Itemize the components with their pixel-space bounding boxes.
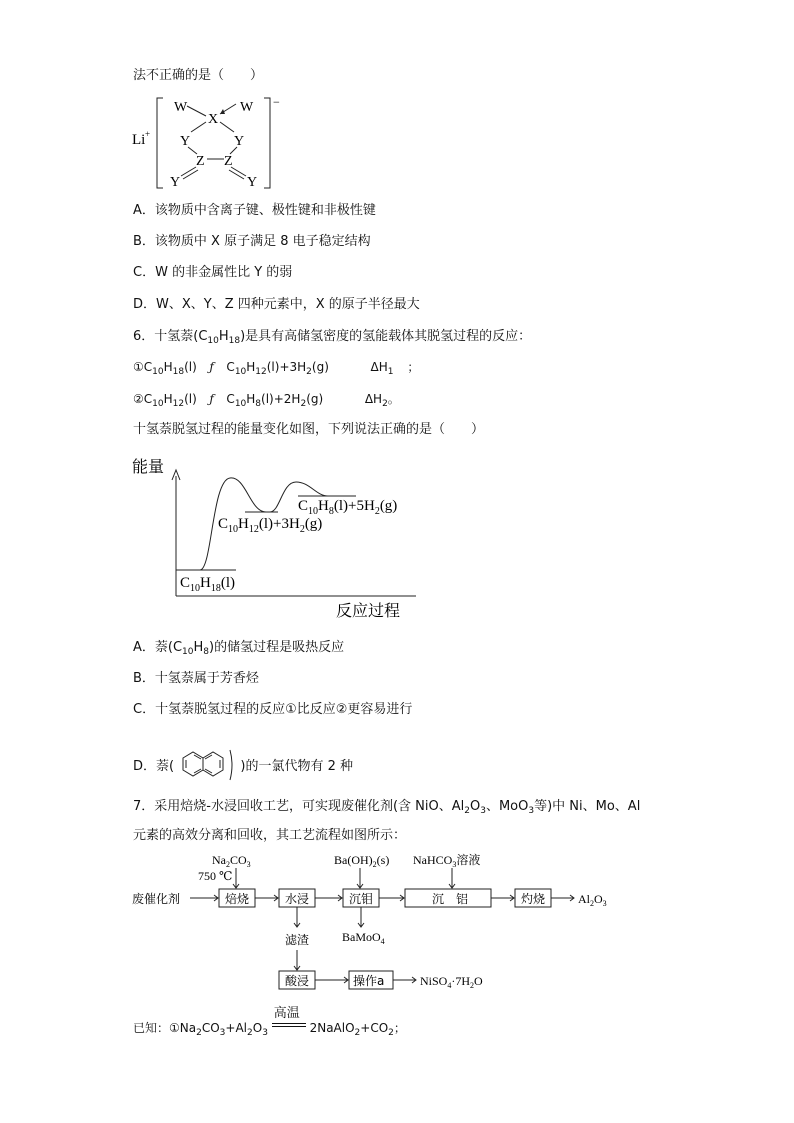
q6-option-c: C．十氢萘脱氢过程的反应①比反应②更容易进行 bbox=[133, 702, 413, 717]
q6-reaction-1: $①C_{10}H_{18}(l)$ ƒ $C_{10}H_{12}(l)+3H_2(g)$ $\Delta H_1$ ； bbox=[133, 360, 420, 377]
li-cation: Li bbox=[132, 132, 146, 148]
atom-y-upper-right: Y bbox=[234, 134, 245, 149]
svg-text:操作a: 操作a bbox=[353, 974, 385, 988]
double-bond-right-1 bbox=[231, 167, 246, 176]
q7-known-equation: 已知：$①Na_2CO_3+Al_2O_3$ 高温 $2NaAlO_2+CO_2$； bbox=[133, 1006, 406, 1038]
svg-text:BaMoO4: BaMoO$_4$ bbox=[342, 930, 385, 946]
atom-x: X bbox=[208, 112, 219, 127]
label-c10h18: $C_{10}H_{18}(l)$ bbox=[180, 575, 236, 594]
energy-diagram bbox=[128, 450, 428, 625]
process-flowchart bbox=[130, 850, 640, 1000]
atom-z-right: Z bbox=[224, 154, 233, 169]
li-charge: + bbox=[145, 129, 151, 139]
naphthalene-structure bbox=[178, 748, 236, 782]
bond-y-z-left bbox=[188, 147, 197, 154]
q7-stem-line-2: 元素的高效分离和回收，其工艺流程如图所示： bbox=[133, 828, 407, 843]
atom-z-left: Z bbox=[196, 154, 205, 169]
left-bracket bbox=[157, 98, 163, 188]
svg-text:水浸: 水浸 bbox=[285, 892, 310, 906]
anion-charge: − bbox=[273, 95, 280, 109]
double-bond-right-2 bbox=[229, 170, 244, 179]
q6-option-d: D．萘( )的一氯代物有 2 种 bbox=[133, 748, 353, 782]
label-c10h12: $C_{10}H_{12}(l)+3H_2(g)$ bbox=[218, 516, 323, 535]
svg-text:灼烧: 灼烧 bbox=[521, 892, 546, 906]
atom-w-right: W bbox=[240, 100, 254, 115]
bond-x-y-left bbox=[191, 122, 206, 132]
q7-stem-line-1: 7．采用焙烧-水浸回收工艺，可实现废催化剂(含 NiO、$Al_2O_3$、MoO$_3$等)中 Ni、Mo、Al bbox=[133, 799, 641, 816]
q6-question: 十氢萘脱氢过程的能量变化如图，下列说法正确的是（ ） bbox=[133, 422, 485, 437]
atom-w-left: W bbox=[174, 100, 188, 115]
high-temp-arrow: 高温 bbox=[272, 1021, 306, 1031]
atom-y-lower-right: Y bbox=[247, 175, 258, 190]
q5-option-d: D．W、X、Y、Z 四种元素中，X 的原子半径最大 bbox=[133, 297, 420, 312]
x-axis-label: 反应过程 bbox=[336, 601, 401, 620]
svg-text:沉钼: 沉钼 bbox=[349, 892, 374, 906]
q5-option-c: C．W 的非金属性比 Y 的弱 bbox=[133, 265, 293, 280]
svg-text:Al2O3: $Al_2O_3$ bbox=[578, 892, 607, 908]
svg-text:NiSO4·7H2O: $NiSO_4\cdot 7H_2O$ bbox=[420, 974, 483, 990]
svg-text:沉 铝: 沉 铝 bbox=[432, 892, 469, 906]
atom-y-upper-left: Y bbox=[180, 134, 191, 149]
q5-structure-diagram bbox=[130, 92, 290, 192]
svg-text:焙烧: 焙烧 bbox=[225, 892, 250, 906]
y-axis-label: 能量 bbox=[132, 457, 165, 476]
q5-option-a: A．该物质中含离子键、极性键和非极性键 bbox=[133, 203, 376, 218]
atom-y-lower-left: Y bbox=[170, 175, 181, 190]
bond-x-y-right bbox=[220, 122, 234, 132]
right-bracket bbox=[264, 98, 270, 188]
svg-text:NaHCO3溶液: NaHCO$_3$溶液 bbox=[413, 853, 481, 869]
double-bond-left-1 bbox=[181, 167, 196, 176]
q5-stem-tail: 法不正确的是（ ） bbox=[133, 68, 264, 83]
flow-residue: 滤渣 bbox=[285, 933, 310, 947]
q6-stem: 6．十氢萘$(C_{10}H_{18})$是具有高储氢密度的氢能载体其脱氢过程的反应： bbox=[133, 329, 532, 346]
svg-text:Na2CO3: $Na_2CO_3$ bbox=[212, 853, 251, 869]
label-c10h8: $C_{10}H_8(l)+5H_2(g)$ bbox=[298, 498, 398, 517]
q6-option-a: A．萘$(C_{10}H_8)$的储氢过程是吸热反应 bbox=[133, 640, 345, 657]
svg-text:Ba(OH)2(s): $Ba(OH)_2(s)$ bbox=[334, 853, 390, 869]
svg-text:酸浸: 酸浸 bbox=[285, 974, 310, 988]
q5-option-b: B．该物质中 X 原子满足 8 电子稳定结构 bbox=[133, 234, 371, 249]
q6-option-b: B．十氢萘属于芳香烃 bbox=[133, 671, 259, 686]
q6-reaction-2: $②C_{10}H_{12}(l)$ ƒ $C_{10}H_8(l)+2H_2(g)$ $\Delta H_2$。 bbox=[133, 392, 400, 409]
flow-temp: 750 ℃ bbox=[198, 869, 233, 883]
double-bond-left-2 bbox=[183, 170, 198, 179]
flow-start: 废催化剂 bbox=[132, 892, 181, 906]
bond-w-x bbox=[187, 106, 206, 116]
